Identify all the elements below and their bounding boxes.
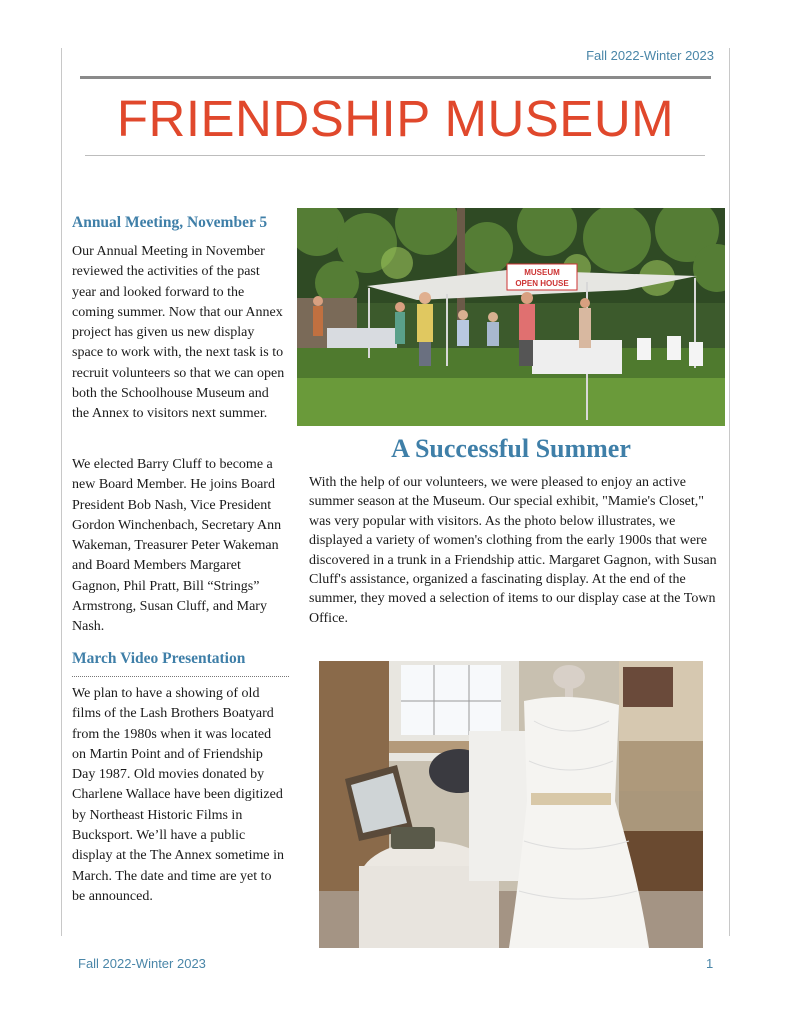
footer-issue-date: Fall 2022-Winter 2023 bbox=[78, 956, 206, 971]
header-issue-date: Fall 2022-Winter 2023 bbox=[586, 48, 714, 63]
header-top-rule bbox=[80, 76, 711, 79]
right-margin-line bbox=[729, 48, 730, 936]
march-video-paragraph: We plan to have a showing of old films of the Lash Brothers Boatyard from the 1980s when it was located on Martin Point and of Friendship Day 1987. Old movies donated by Charlene Wallace have been digitized by Northeast Historic Films in Bucksport. We’ll have a public display at the The Annex sometime in March. The date and time are yet to be announced. bbox=[72, 686, 285, 904]
annual-meeting-heading: Annual Meeting, November 5 bbox=[72, 214, 268, 231]
banner-text-open-house: OPEN HOUSE bbox=[515, 279, 569, 288]
newsletter-title: FRIENDSHIP MUSEUM bbox=[116, 90, 675, 147]
summer-heading: A Successful Summer bbox=[391, 434, 631, 463]
mamies-closet-photo bbox=[319, 661, 703, 948]
banner-text-museum: MUSEUM bbox=[524, 268, 560, 277]
annual-meeting-paragraph-2: We elected Barry Cluff to become a new Board Member. He joins Board President Bob Nash, Vice President Gordon Winchenbach, Secretary Ann Wakeman, Treasurer Peter Wakeman and Board Members Margaret Gagnon, Phil Pratt, Bill “Strings” Armstrong, Susan Cluff, and Mary Nash. bbox=[72, 457, 282, 635]
page-number: 1 bbox=[706, 956, 714, 971]
open-house-photo bbox=[297, 208, 725, 426]
header-bottom-rule bbox=[85, 155, 705, 156]
summer-paragraph: With the help of our volunteers, we were pleased to enjoy an active summer season at the Museum. Our special exhibit, "Mamie's Closet," was very popular with visitors. As the photo below illustrates, we displayed a variety of women's clothing from the early 1900s that were discovered in a trunk in a Friendship attic. Margaret Gagnon, with Susan Cluff's assistance, organized a fascinating display. At the end of the summer, they moved a selection of items to our display case at the Town Office. bbox=[309, 475, 717, 626]
left-margin-line bbox=[61, 48, 62, 936]
annual-meeting-paragraph-1: Our Annual Meeting in November reviewed the activities of the past year and looked forward to the coming summer. Now that our Annex project has given us new display space to work with, the next task is to recruit volunteers so that we can open both the Schoolhouse Museum and the Annex to visitors next summer. bbox=[72, 244, 285, 422]
section-divider bbox=[72, 676, 289, 677]
march-video-heading: March Video Presentation bbox=[72, 650, 246, 667]
